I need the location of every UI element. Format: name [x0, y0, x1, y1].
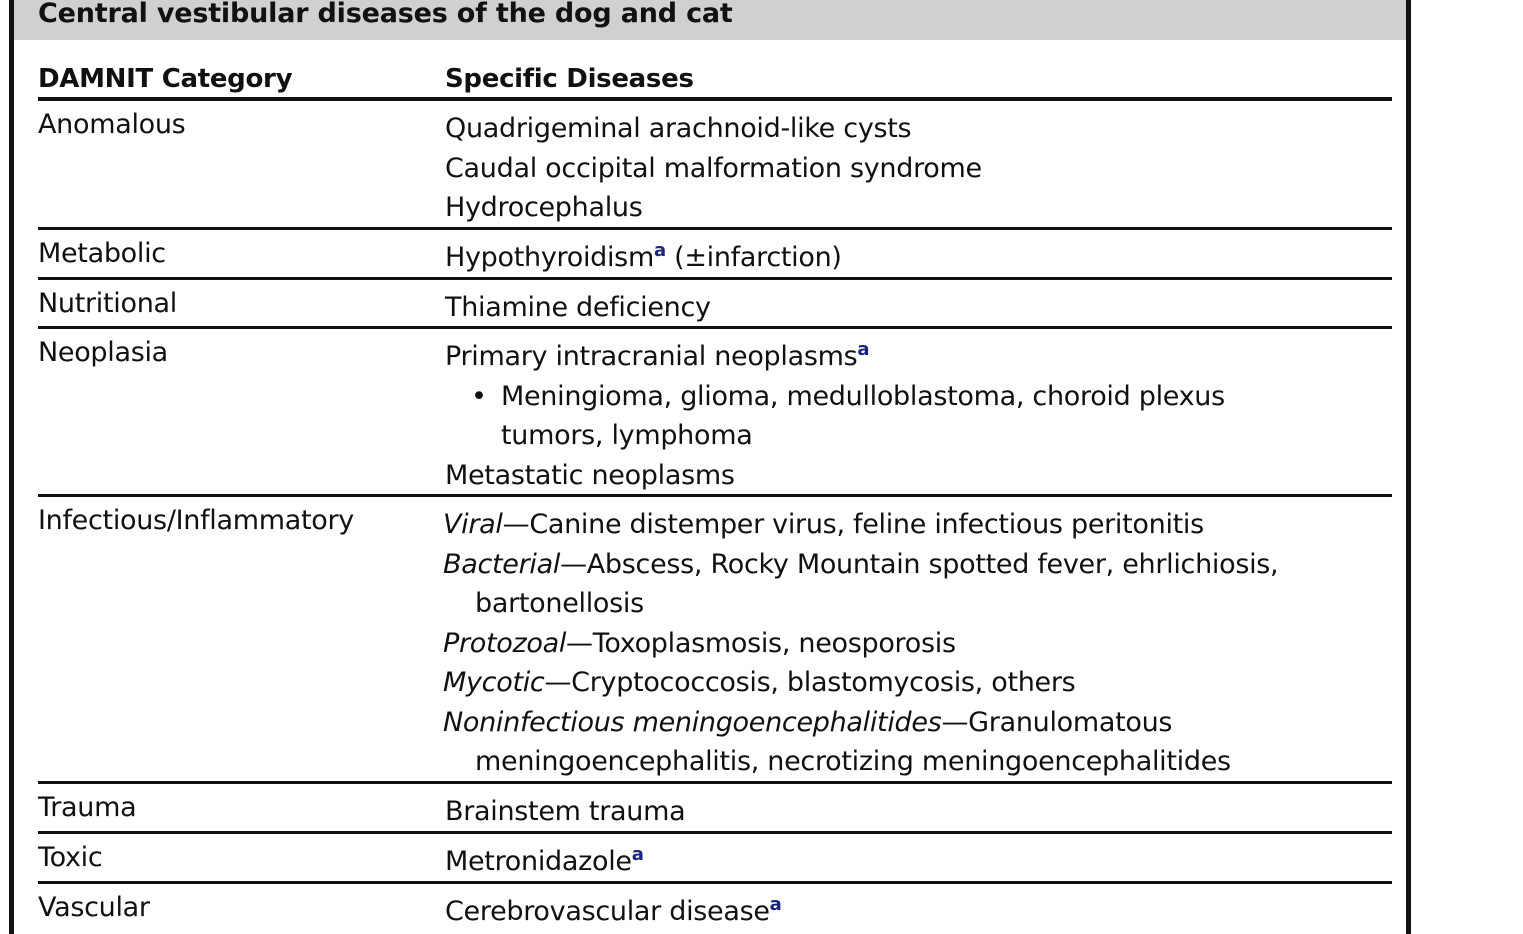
disease-text: —Abscess, Rocky Mountain spotted fever, ehrlichiosis,: [560, 548, 1279, 580]
disease-text: —Granulomatous: [941, 706, 1173, 738]
row-diseases: [443, 505, 1383, 782]
row-category: Trauma: [38, 792, 137, 823]
disease-item: Quadrigeminal arachnoid-like cysts: [445, 113, 912, 144]
disease-item: [445, 842, 1385, 882]
disease-item: Caudal occipital malformation syndrome: [445, 152, 982, 184]
disease-group-label: Bacterial: [443, 548, 561, 580]
row-diseases: [445, 337, 1385, 495]
disease-text: —Cryptococcosis, blastomycosis, others: [544, 667, 1076, 698]
row-diseases: [445, 109, 1385, 228]
bullet-text: Meningioma, glioma, medulloblastoma, choroid plexus: [501, 380, 1225, 412]
disease-item: [443, 505, 1383, 545]
table-row: [38, 101, 1392, 230]
bullet-icon: •: [471, 380, 487, 412]
disease-item: Metastatic neoplasms: [445, 459, 735, 491]
table-frame: [9, 0, 1411, 934]
footnote-marker: a: [631, 844, 644, 865]
row-diseases: [445, 238, 1385, 278]
disease-group-label: Noninfectious meningoencephalitides: [443, 706, 942, 738]
disease-note: (±infarction): [665, 242, 842, 273]
disease-group-label: Viral: [443, 509, 503, 540]
disease-table: [38, 62, 1392, 934]
table-row: [38, 329, 1392, 497]
disease-text: Cerebrovascular disease: [445, 896, 770, 927]
disease-item: Brainstem trauma: [445, 796, 686, 827]
disease-item: [445, 892, 1385, 932]
disease-item: [443, 663, 1383, 703]
row-category: Metabolic: [38, 238, 166, 269]
table-row: [38, 784, 1392, 834]
disease-item: [443, 624, 1383, 664]
table-header: [38, 62, 1392, 101]
footnote-marker: a: [769, 894, 782, 915]
table-row: [38, 884, 1392, 934]
disease-text: Metronidazole: [445, 846, 632, 877]
header-category: DAMNIT Category: [38, 64, 293, 94]
disease-text: Primary intracranial neoplasms: [445, 341, 858, 372]
bullet-continuation: tumors, lymphoma: [501, 420, 753, 451]
disease-continuation: meningoencephalitis, necrotizing meningoencephalitides: [475, 746, 1231, 777]
row-category: Toxic: [38, 842, 103, 873]
footnote-marker: a: [857, 339, 870, 360]
row-category: Infectious/Inflammatory: [38, 505, 354, 536]
disease-item: [443, 545, 1383, 585]
row-diseases: [445, 842, 1385, 882]
disease-item: Thiamine deficiency: [445, 292, 711, 323]
row-diseases: [445, 288, 1385, 328]
disease-text: —Toxoplasmosis, neosporosis: [566, 627, 956, 659]
disease-text: —Canine distemper virus, feline infectious peritonitis: [502, 509, 1204, 540]
table-row: [38, 497, 1392, 784]
table-caption: Central vestibular diseases of the dog and cat: [14, 0, 1406, 40]
header-diseases: Specific Diseases: [445, 64, 694, 94]
row-category: Nutritional: [38, 288, 177, 319]
bullet-item: [445, 377, 1385, 417]
row-category: Neoplasia: [38, 337, 168, 368]
table-row: [38, 230, 1392, 280]
row-category: Vascular: [38, 892, 150, 923]
disease-item: [445, 238, 1385, 278]
disease-group-label: Protozoal: [443, 627, 567, 659]
disease-text: Hypothyroidism: [445, 242, 654, 273]
disease-item: [445, 337, 1385, 377]
table-row: [38, 280, 1392, 329]
disease-continuation: bartonellosis: [475, 588, 644, 619]
row-category: Anomalous: [38, 109, 186, 140]
table-row: [38, 834, 1392, 884]
row-diseases: [445, 892, 1385, 932]
disease-group-label: Mycotic: [443, 667, 545, 698]
disease-item: [443, 703, 1383, 743]
footnote-marker: a: [653, 240, 666, 261]
disease-item: Hydrocephalus: [445, 192, 643, 223]
row-diseases: [445, 792, 1385, 832]
